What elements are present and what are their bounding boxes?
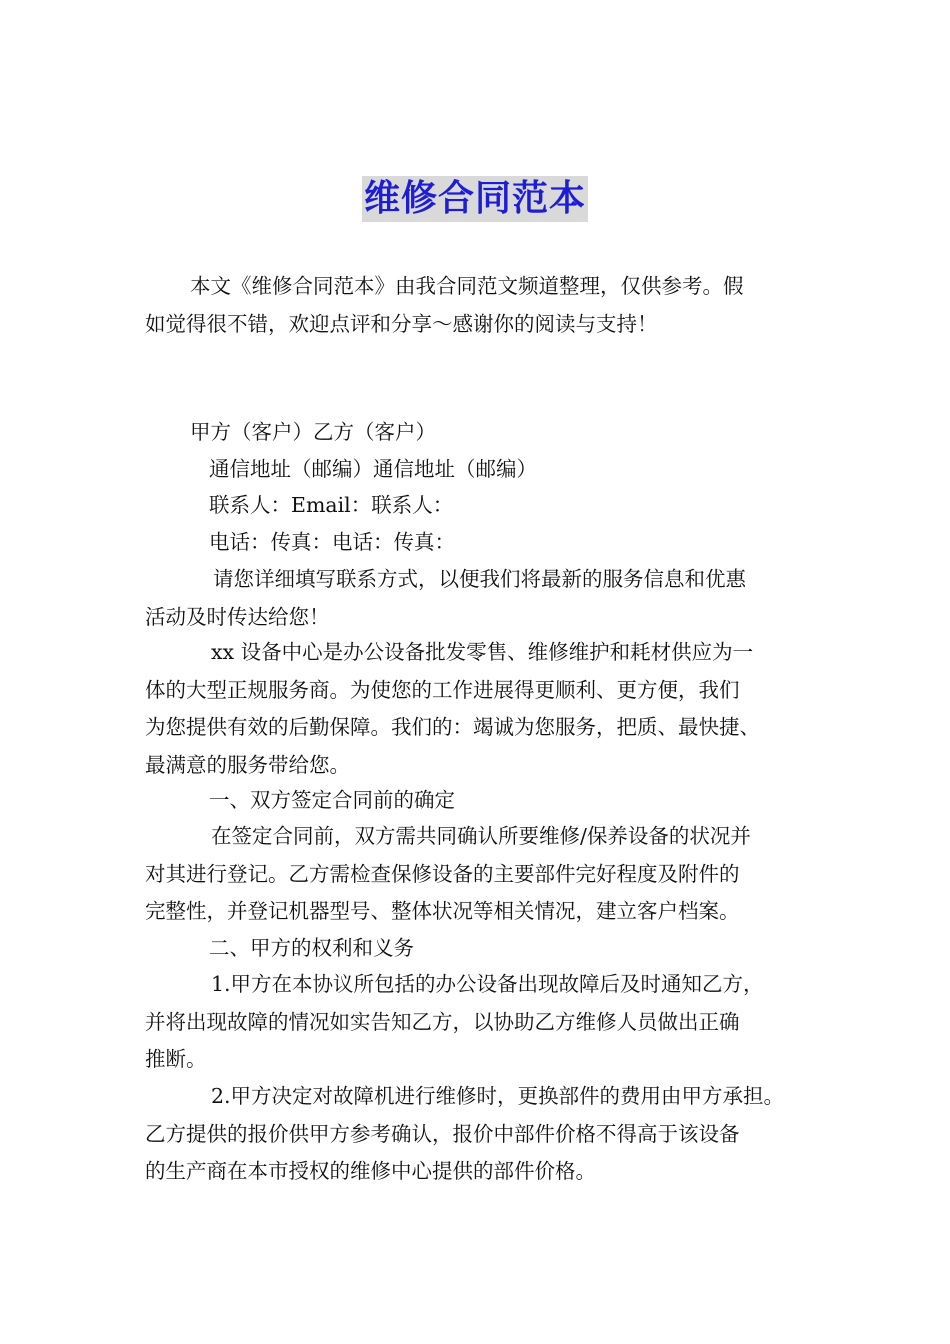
intro-line-2: 如觉得很不错，欢迎点评和分享～感谢你的阅读与支持！ — [145, 311, 658, 336]
section-2-heading — [145, 930, 810, 968]
fill-notice-paragraph — [145, 561, 810, 636]
section-2-item-1-line-2: 并将出现故障的情况如实告知乙方，以协助乙方维修人员做出正确 — [145, 1009, 740, 1034]
section-1-paragraph — [145, 818, 810, 931]
title-wrapper — [0, 176, 950, 222]
phone-text: 电话：传真：电话：传真： — [209, 530, 455, 554]
section-1-line-2: 对其进行登记。乙方需检查保修设备的主要部件完好程度及附件的 — [145, 861, 740, 886]
section-1-line-3: 完整性，并登记机器型号、整体状况等相关情况，建立客户档案。 — [145, 899, 740, 923]
phone-line — [145, 524, 810, 562]
section-2-item-1 — [145, 966, 810, 1079]
company-intro-paragraph — [145, 634, 810, 784]
section-2-item-2 — [145, 1078, 810, 1191]
section-2-heading-text: 二、甲方的权利和义务 — [209, 936, 414, 960]
contact-text: 联系人：Email：联系人： — [209, 493, 454, 517]
fill-notice-line-1: 请您详细填写联系方式，以便我们将最新的服务信息和优惠 — [213, 567, 746, 591]
section-2-item-2-line-1: 2.甲方决定对故障机进行维修时，更换部件的费用由甲方承担。 — [211, 1084, 785, 1108]
section-1-heading — [145, 782, 810, 820]
section-2-item-2-line-2: 乙方提供的报价供甲方参考确认，报价中部件价格不得高于该设备 — [145, 1121, 740, 1146]
section-2-item-1-line-3: 推断。 — [145, 1047, 207, 1071]
section-1-line-1: 在签定合同前，双方需共同确认所要维修/保养设备的状况并 — [211, 824, 751, 848]
section-2-item-1-line-1: 1.甲方在本协议所包括的办公设备出现故障后及时通知乙方， — [211, 972, 764, 996]
company-intro-line-1: xx 设备中心是办公设备批发零售、维修维护和耗材供应为一 — [211, 640, 754, 664]
company-intro-line-2: 体的大型正规服务商。为使您的工作进展得更顺利、更方便，我们 — [145, 677, 740, 702]
company-intro-line-3: 为您提供有效的后勤保障。我们的：竭诚为您服务，把质、最快捷、 — [145, 715, 760, 739]
parties-text: 甲方（客户）乙方（客户） — [190, 420, 436, 444]
contact-line — [145, 487, 810, 525]
company-intro-line-4: 最满意的服务带给您。 — [145, 752, 350, 777]
section-1-heading-text: 一、双方签定合同前的确定 — [209, 788, 455, 812]
section-2-item-2-line-3: 的生产商在本市授权的维修中心提供的部件价格。 — [145, 1159, 596, 1183]
fill-notice-line-2: 活动及时传达给您！ — [145, 604, 330, 629]
address-line — [145, 451, 810, 489]
address-text: 通信地址（邮编）通信地址（邮编） — [209, 457, 537, 481]
document-title: 维修合同范本 — [362, 176, 588, 222]
intro-paragraph — [145, 268, 810, 343]
intro-line-1: 本文《维修合同范本》由我合同范文频道整理，仅供参考。假 — [190, 274, 744, 298]
parties-line — [145, 414, 810, 452]
